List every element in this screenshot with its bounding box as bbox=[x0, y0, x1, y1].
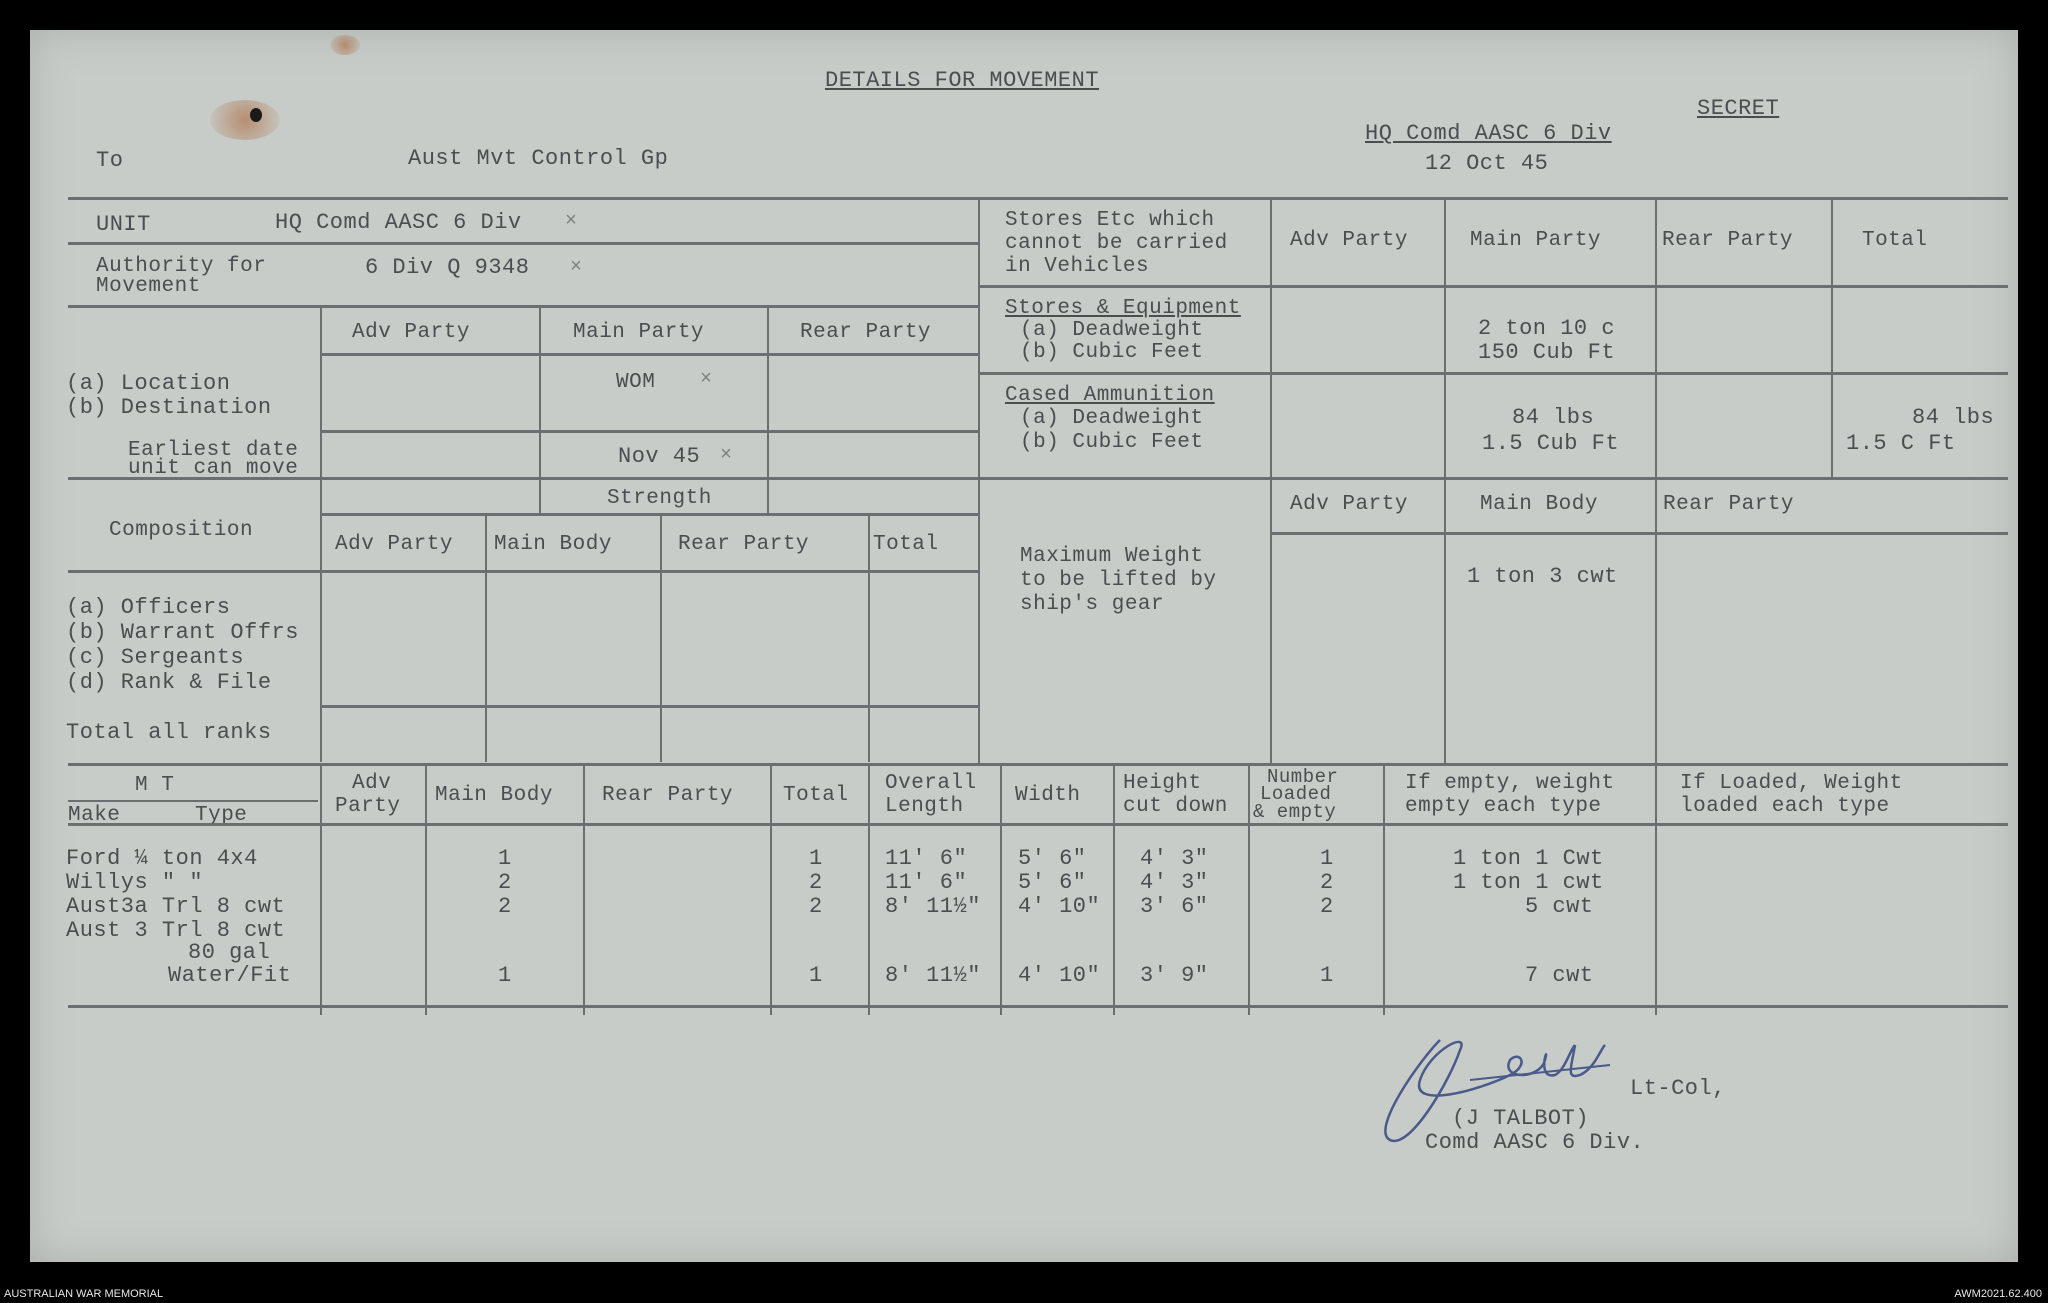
stores-header-2: cannot be carried bbox=[1005, 232, 1228, 255]
col-adv-party: Adv Party bbox=[352, 321, 470, 344]
rank-file-label: (d) Rank & File bbox=[66, 670, 272, 695]
mt-row-width: 5' 6" bbox=[1018, 870, 1087, 895]
rule bbox=[978, 372, 2008, 375]
unit-label: UNIT bbox=[96, 212, 151, 237]
mt-row-vehicle: Willys " " bbox=[66, 870, 204, 895]
mt-col-height: Height bbox=[1123, 772, 1202, 795]
ammo-cubic-feet-total: 1.5 C Ft bbox=[1846, 431, 1956, 456]
mt-row-length: 11' 6" bbox=[885, 846, 968, 871]
mt-row-vehicle: Aust3a Trl 8 cwt bbox=[66, 894, 286, 919]
max-weight-label: Maximum Weight bbox=[1020, 545, 1204, 568]
mt-col-empty-weight: If empty, weight bbox=[1405, 772, 1615, 795]
rust-stain bbox=[330, 35, 360, 55]
composition-label: Composition bbox=[109, 519, 254, 542]
maxwt-col-rear: Rear Party bbox=[1663, 493, 1795, 516]
mt-row-vehicle: 80 gal bbox=[188, 940, 271, 965]
ammo-deadweight-label: (a) Deadweight bbox=[1020, 407, 1204, 430]
mt-row-width: 5' 6" bbox=[1018, 846, 1087, 871]
footer-accession-number: AWM2021.62.400 bbox=[1954, 1288, 2042, 1300]
check-mark: × bbox=[570, 256, 583, 279]
rule bbox=[868, 765, 870, 1015]
strength-label: Strength bbox=[607, 487, 712, 510]
max-weight-main: 1 ton 3 cwt bbox=[1467, 564, 1618, 589]
mt-row-number: 2 bbox=[1320, 894, 1334, 919]
stores-col-rear: Rear Party bbox=[1662, 229, 1794, 252]
rule bbox=[320, 430, 978, 433]
rule bbox=[767, 307, 769, 515]
rule bbox=[68, 823, 2008, 826]
document-page bbox=[30, 30, 2018, 1262]
rule bbox=[68, 197, 2008, 200]
maxwt-col-adv: Adv Party bbox=[1290, 493, 1408, 516]
ammo-deadweight-total: 84 lbs bbox=[1912, 405, 1995, 430]
rule bbox=[68, 1005, 2008, 1008]
rule bbox=[485, 515, 487, 762]
mt-row-empty-weight: 7 cwt bbox=[1525, 963, 1594, 988]
rule bbox=[68, 763, 2008, 766]
mt-col-empty-weight-2: empty each type bbox=[1405, 795, 1602, 818]
document-title: DETAILS FOR MOVEMENT bbox=[825, 68, 1100, 93]
total-all-ranks-label: Total all ranks bbox=[66, 720, 272, 745]
mt-row-vehicle: Aust 3 Trl 8 cwt bbox=[66, 918, 286, 943]
mt-row-length: 11' 6" bbox=[885, 870, 968, 895]
mt-row-height: 4' 3" bbox=[1140, 846, 1209, 871]
rule bbox=[320, 765, 322, 1015]
footer-credit: AUSTRALIAN WAR MEMORIAL bbox=[4, 1288, 164, 1300]
destination-label: (b) Destination bbox=[66, 395, 272, 420]
mt-label: M T bbox=[135, 774, 175, 797]
mt-row-empty-weight: 5 cwt bbox=[1525, 894, 1594, 919]
mt-row-vehicle: Ford ¼ ton 4x4 bbox=[66, 846, 258, 871]
mt-row-total: 1 bbox=[809, 963, 823, 988]
rule bbox=[320, 353, 978, 356]
sergeants-label: (c) Sergeants bbox=[66, 645, 245, 670]
eq-deadweight-label: (a) Deadweight bbox=[1020, 319, 1204, 342]
mt-col-loaded-weight-2: loaded each type bbox=[1680, 795, 1890, 818]
mt-col-number-2: Loaded bbox=[1260, 783, 1332, 805]
mt-row-vehicle: Water/Fit bbox=[168, 963, 292, 988]
col-total: Total bbox=[873, 533, 939, 556]
rule bbox=[68, 305, 978, 308]
originating-unit: HQ Comd AASC 6 Div bbox=[1365, 121, 1612, 146]
mt-row-total: 2 bbox=[809, 870, 823, 895]
col-main-party: Main Party bbox=[573, 321, 705, 344]
unit-value: HQ Comd AASC 6 Div bbox=[275, 210, 522, 235]
mt-row-total: 1 bbox=[809, 846, 823, 871]
addressee: Aust Mvt Control Gp bbox=[408, 146, 669, 171]
rule bbox=[320, 513, 978, 516]
rule bbox=[68, 570, 978, 573]
stores-header: Stores Etc which bbox=[1005, 209, 1215, 232]
mt-row-number: 1 bbox=[1320, 846, 1334, 871]
eq-cubic-feet-label: (b) Cubic Feet bbox=[1020, 341, 1204, 364]
mt-row-width: 4' 10" bbox=[1018, 894, 1101, 919]
max-weight-label-3: ship's gear bbox=[1020, 593, 1165, 616]
rule bbox=[1383, 765, 1385, 1015]
eq-cubic-feet-main: 150 Cub Ft bbox=[1478, 340, 1616, 365]
rule bbox=[320, 479, 322, 762]
location-main: WOM bbox=[616, 371, 656, 394]
maxwt-col-main: Main Body bbox=[1480, 493, 1598, 516]
punch-hole bbox=[250, 108, 262, 122]
mt-row-empty-weight: 1 ton 1 cwt bbox=[1453, 870, 1604, 895]
stores-equipment-label: Stores & Equipment bbox=[1005, 297, 1241, 320]
col-rear-party: Rear Party bbox=[800, 321, 932, 344]
mt-row-main: 2 bbox=[498, 870, 512, 895]
ammo-cubic-feet-main: 1.5 Cub Ft bbox=[1482, 431, 1620, 456]
max-weight-label-2: to be lifted by bbox=[1020, 569, 1217, 592]
ammo-deadweight-main: 84 lbs bbox=[1512, 405, 1595, 430]
mt-col-width: Width bbox=[1015, 784, 1081, 807]
earliest-date-label: Earliest date bbox=[128, 439, 299, 462]
signatory-name: (J TALBOT) bbox=[1452, 1106, 1590, 1131]
rule bbox=[320, 705, 978, 708]
mt-row-number: 1 bbox=[1320, 963, 1334, 988]
authority-label-2: Movement bbox=[96, 275, 201, 298]
rule bbox=[1248, 765, 1250, 1015]
rule bbox=[539, 307, 541, 515]
location-label: (a) Location bbox=[66, 371, 231, 396]
check-mark: × bbox=[565, 210, 578, 233]
warrant-offrs-label: (b) Warrant Offrs bbox=[66, 620, 299, 645]
rule bbox=[660, 515, 662, 762]
stores-col-adv: Adv Party bbox=[1290, 229, 1408, 252]
mt-col-number: Number bbox=[1267, 766, 1339, 788]
mt-row-width: 4' 10" bbox=[1018, 963, 1101, 988]
officers-label: (a) Officers bbox=[66, 595, 231, 620]
mt-row-main: 1 bbox=[498, 846, 512, 871]
signatory-appointment: Comd AASC 6 Div. bbox=[1425, 1130, 1645, 1155]
mt-col-height-2: cut down bbox=[1123, 795, 1228, 818]
rule bbox=[68, 477, 2008, 480]
mt-row-main: 2 bbox=[498, 894, 512, 919]
rule bbox=[583, 765, 585, 1015]
mt-row-height: 4' 3" bbox=[1140, 870, 1209, 895]
rule bbox=[1655, 765, 1657, 1015]
mt-col-rear-party: Rear Party bbox=[602, 784, 734, 807]
mt-col-overall-length-2: Length bbox=[885, 795, 964, 818]
mt-type-label: Type bbox=[195, 804, 248, 827]
cased-ammunition-label: Cased Ammunition bbox=[1005, 384, 1215, 407]
mt-row-length: 8' 11½" bbox=[885, 963, 981, 988]
stores-col-total: Total bbox=[1862, 229, 1928, 252]
mt-col-loaded-weight: If Loaded, Weight bbox=[1680, 772, 1903, 795]
mt-col-total: Total bbox=[783, 784, 849, 807]
mt-row-empty-weight: 1 ton 1 Cwt bbox=[1453, 846, 1604, 871]
rule bbox=[68, 242, 978, 245]
rule bbox=[1831, 200, 1833, 477]
mt-row-length: 8' 11½" bbox=[885, 894, 981, 919]
rule bbox=[868, 515, 870, 762]
rust-stain bbox=[210, 100, 280, 140]
check-mark: × bbox=[700, 368, 713, 391]
rule bbox=[978, 285, 2008, 288]
rule bbox=[770, 765, 772, 1015]
to-label: To bbox=[96, 148, 124, 173]
col-main-body: Main Body bbox=[494, 533, 612, 556]
mt-row-main: 1 bbox=[498, 963, 512, 988]
classification-mark: SECRET bbox=[1697, 96, 1780, 121]
mt-col-overall-length: Overall bbox=[885, 772, 977, 795]
authority-label: Authority for bbox=[96, 255, 267, 278]
earliest-date-main: Nov 45 bbox=[618, 444, 701, 469]
mt-row-height: 3' 9" bbox=[1140, 963, 1209, 988]
mt-row-number: 2 bbox=[1320, 870, 1334, 895]
check-mark: × bbox=[720, 444, 733, 467]
rule bbox=[1000, 765, 1002, 1015]
mt-row-height: 3' 6" bbox=[1140, 894, 1209, 919]
rule bbox=[1113, 765, 1115, 1015]
col-rear-party: Rear Party bbox=[678, 533, 810, 556]
rule bbox=[68, 800, 318, 802]
mt-col-adv-2: Party bbox=[335, 795, 401, 818]
ammo-cubic-feet-label: (b) Cubic Feet bbox=[1020, 431, 1204, 454]
stores-col-main: Main Party bbox=[1470, 229, 1602, 252]
rule bbox=[1270, 532, 2008, 535]
rule bbox=[425, 765, 427, 1015]
mt-col-main-body: Main Body bbox=[435, 784, 553, 807]
eq-deadweight-main: 2 ton 10 c bbox=[1478, 316, 1616, 341]
authority-value: 6 Div Q 9348 bbox=[365, 255, 530, 280]
stores-header-3: in Vehicles bbox=[1005, 255, 1150, 278]
mt-make-label: Make bbox=[68, 804, 121, 827]
mt-row-total: 2 bbox=[809, 894, 823, 919]
earliest-date-label-2: unit can move bbox=[128, 457, 299, 480]
document-date: 12 Oct 45 bbox=[1425, 151, 1549, 176]
col-adv-party: Adv Party bbox=[335, 533, 453, 556]
signatory-rank: Lt-Col, bbox=[1630, 1076, 1726, 1101]
mt-col-number-3: & empty bbox=[1253, 801, 1337, 823]
mt-col-adv: Adv bbox=[352, 772, 392, 795]
